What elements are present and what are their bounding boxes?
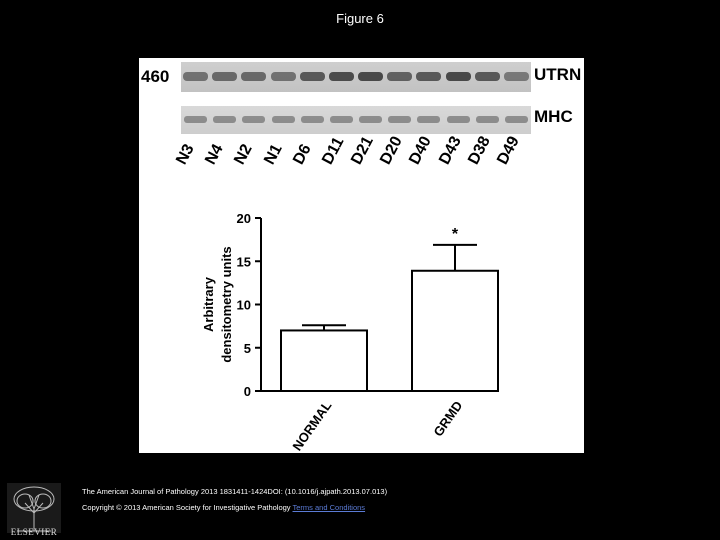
lane-label: D21 bbox=[348, 133, 377, 168]
lane-label: D11 bbox=[318, 134, 348, 168]
bar bbox=[281, 330, 367, 391]
x-tick-label: GRMD bbox=[430, 398, 466, 440]
copyright-text: Copyright © 2013 American Society for Investigative Pathology bbox=[82, 503, 291, 512]
y-tick-label: 15 bbox=[236, 254, 251, 270]
lane-label: N1 bbox=[260, 141, 286, 168]
significance-marker: * bbox=[451, 225, 459, 243]
band-label-mhc: MHC bbox=[534, 107, 573, 126]
lane-label: N4 bbox=[202, 141, 227, 168]
x-tick-label: NORMAL bbox=[289, 398, 335, 453]
bar bbox=[412, 271, 498, 391]
lane-label: N3 bbox=[173, 141, 198, 168]
terms-link[interactable]: Terms and Conditions bbox=[292, 503, 366, 512]
marker-label: 460 bbox=[141, 67, 170, 86]
slide-title: Figure 6 bbox=[336, 11, 384, 26]
y-tick-label: 5 bbox=[243, 340, 251, 356]
lane-label: N2 bbox=[231, 141, 257, 168]
lane-label: D38 bbox=[464, 133, 494, 168]
figure-panel bbox=[139, 58, 584, 453]
lane-label: D20 bbox=[377, 133, 407, 168]
y-tick-label: 0 bbox=[243, 384, 251, 399]
lane-label: D43 bbox=[435, 133, 465, 168]
y-tick-label: 20 bbox=[236, 211, 251, 226]
lane-label: D49 bbox=[493, 133, 523, 168]
publisher-name: ELSEVIER bbox=[10, 527, 58, 537]
bar-chart bbox=[139, 58, 584, 453]
y-axis-label-line2: densitometry units bbox=[219, 246, 234, 363]
lane-label: D6 bbox=[289, 141, 315, 168]
citation-text: The American Journal of Pathology 2013 1831411-1424DOI: (10.1016/j.ajpath.2013.07.013) bbox=[82, 487, 388, 496]
lane-label: D40 bbox=[406, 133, 436, 168]
copyright-line bbox=[82, 503, 365, 512]
y-tick-label: 10 bbox=[236, 297, 251, 313]
y-axis-label-line1: Arbitrary bbox=[201, 277, 216, 332]
band-label-utrn: UTRN bbox=[534, 65, 582, 84]
